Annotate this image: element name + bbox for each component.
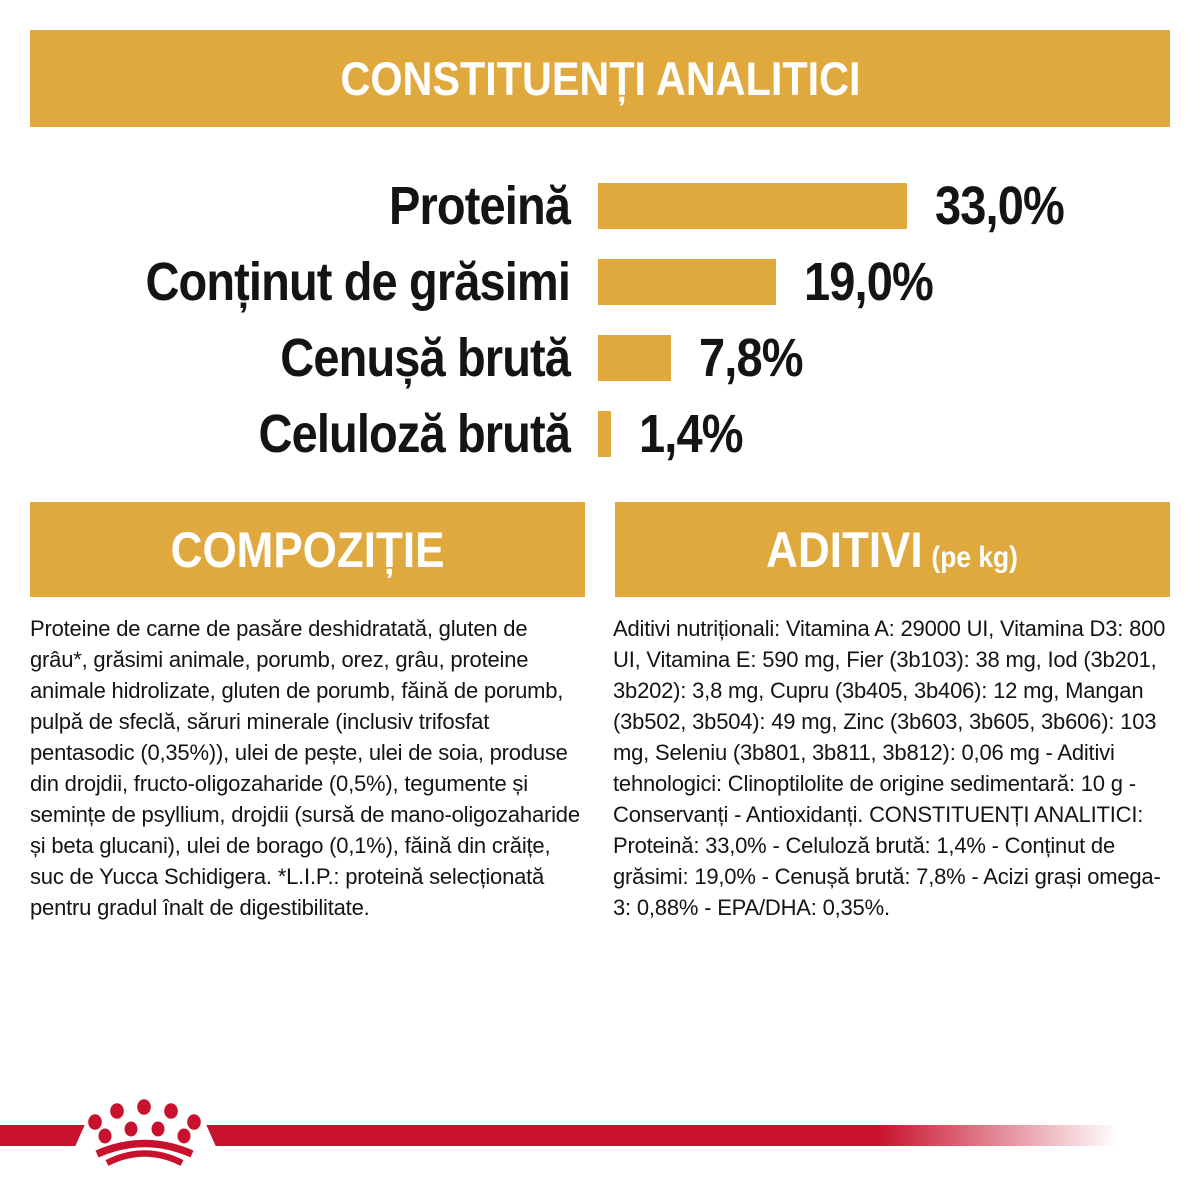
chart-row xyxy=(30,168,1170,244)
chart-row xyxy=(30,244,1170,320)
crown-arcs xyxy=(97,1144,192,1164)
bar-value: 7,8% xyxy=(699,328,803,388)
additives-header-band xyxy=(615,502,1170,597)
additives-header xyxy=(767,521,1019,579)
bar-value: 19,0% xyxy=(804,252,933,312)
bar-value: 1,4% xyxy=(639,404,743,464)
chart-row xyxy=(30,396,1170,472)
composition-header-label: COMPOZIȚIE xyxy=(170,521,445,578)
chart-row xyxy=(30,320,1170,396)
additives-header-label: ADITIVI xyxy=(766,521,924,578)
bar-label: Proteină xyxy=(388,176,570,236)
analytical-constituents-banner xyxy=(30,30,1170,127)
composition-header xyxy=(171,521,445,579)
bar-value: 33,0% xyxy=(935,176,1064,236)
composition-header-band xyxy=(30,502,585,597)
bar-label: Cenușă brută xyxy=(280,328,570,388)
analytical-chart xyxy=(30,168,1170,472)
royal-canin-crown-logo xyxy=(84,1099,206,1167)
additives-header-suffix: (pe kg) xyxy=(931,540,1019,574)
composition-text: Proteine de carne de pasăre deshidratată, gluten de grâu*, grăsimi animale, porumb, orez, grâu, proteine animale hidrolizate, gluten de porumb, făină de porumb, pulpă de sfeclă, săruri minerale (inclusiv trifosfat pentasodic (0,35%)), ulei de pește, ulei de soia, produse din drojdii, fructo-oligozaharide (0,5%), tegumente și semințe de psyllium, drojdii (sursă de mano-oligozaharide și beta glucani), ulei de borago (0,1%), făină din crăițe, suc de Yucca Schidigera. *L.I.P.: proteină selecționată pentru gradul înalt de digestibilitate. xyxy=(30,616,580,920)
body-columns xyxy=(30,613,1170,923)
bar xyxy=(598,183,907,229)
section-headers xyxy=(30,502,1170,597)
bar-label: Conținut de grăsimi xyxy=(145,252,570,312)
bar xyxy=(598,411,611,457)
page-title: CONSTITUENȚI ANALITICI xyxy=(339,52,861,105)
crown-dots xyxy=(88,1099,201,1143)
additives-text: Aditivi nutriționali: Vitamina A: 29000 UI, Vitamina D3: 800 UI, Vitamina E: 590 mg, Fier (3b103): 38 mg, Iod (3b201, 3b202): 3,8 mg, Cupru (3b405, 3b406): 12 mg, Mangan (3b502, 3b504): 49 mg, Zinc (3b603, 3b605, 3b606): 103 mg, Seleniu (3b801, 3b811, 3b812): 0,06 mg - Aditivi tehnologici: Clinoptilolite de origine sedimentară: 10 g - Conservanți - Antioxidanți. CONSTITUENȚI ANALITICI: Proteină: 33,0% - Celuloză brută: 1,4% - Conținut de grăsimi: 19,0% - Cenușă brută: 7,8% - Acizi grași omega-3: 0,88% - EPA/DHA: 0,35%. xyxy=(613,616,1166,920)
bar xyxy=(598,335,671,381)
bar xyxy=(598,259,776,305)
bar-label: Celuloză brută xyxy=(258,404,570,464)
